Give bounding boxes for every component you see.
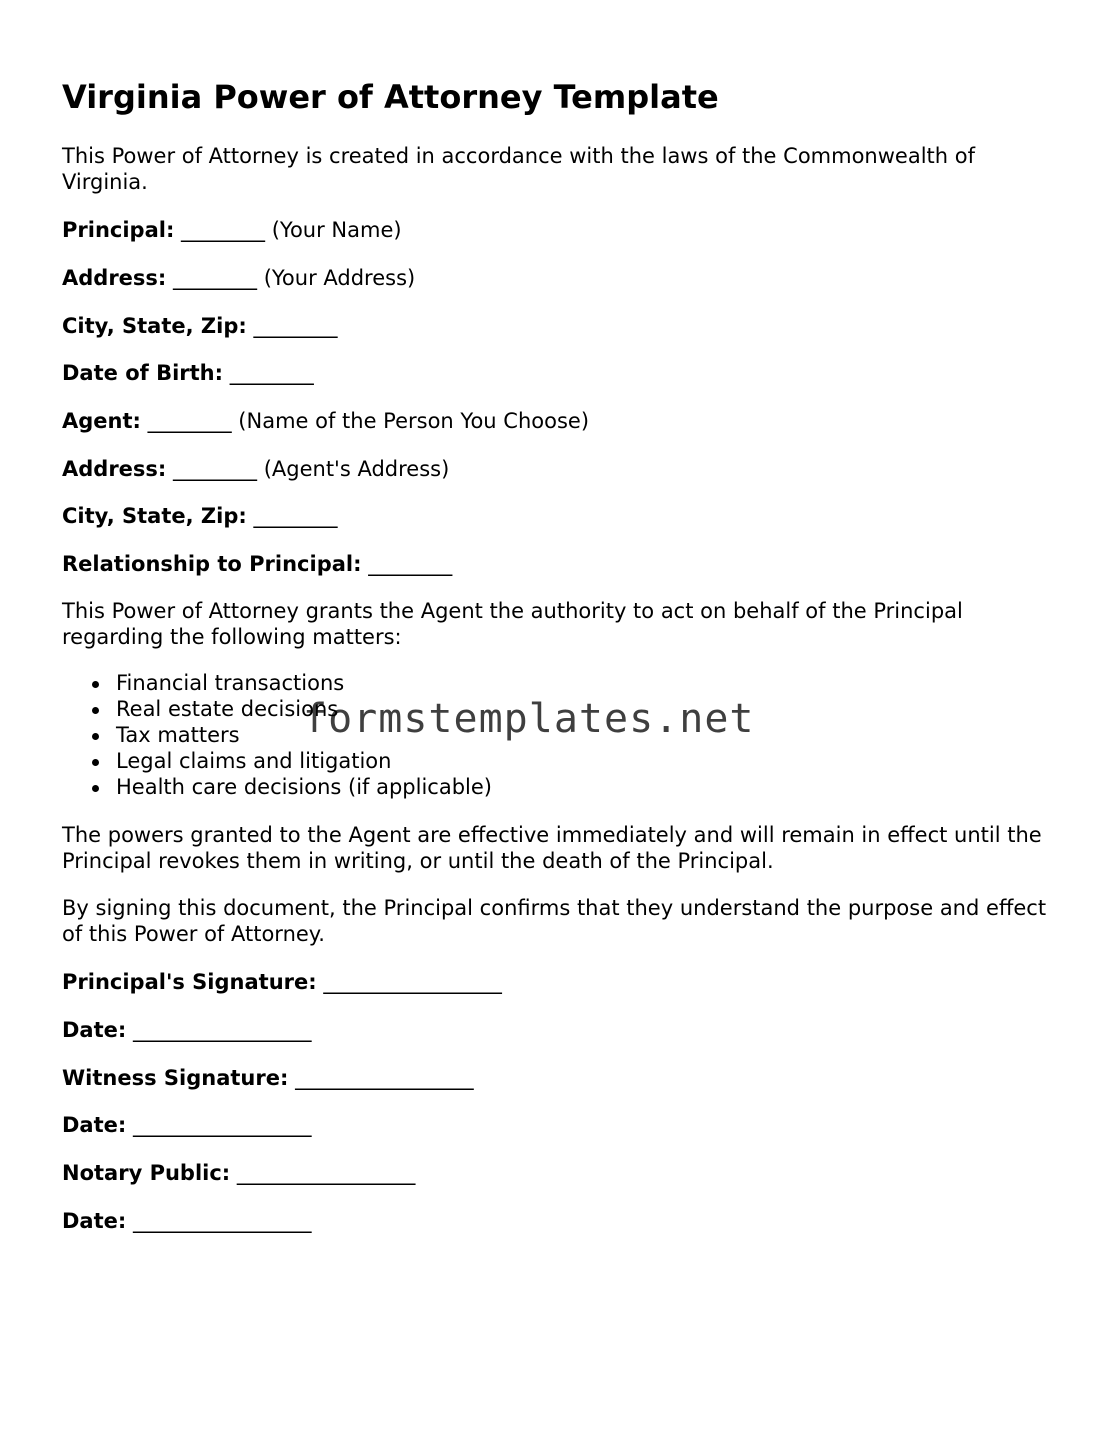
principal-date-line xyxy=(62,1017,311,1043)
field-hint: (Agent's Address) xyxy=(263,457,450,481)
bullet-icon xyxy=(92,759,99,766)
notary-public-line xyxy=(62,1160,415,1186)
field-blank: _________________ xyxy=(295,1066,474,1090)
field-principal-address xyxy=(62,265,415,291)
field-label: Date of Birth: xyxy=(62,361,224,385)
field-label: Witness Signature: xyxy=(62,1066,289,1090)
field-label: Agent: xyxy=(62,409,141,433)
page-title: Virginia Power of Attorney Template xyxy=(62,78,719,116)
field-blank: ________ xyxy=(181,218,266,242)
field-principal-name xyxy=(62,217,402,243)
field-blank: _________________ xyxy=(132,1018,312,1042)
bullet-icon xyxy=(92,785,99,792)
field-label: Date: xyxy=(62,1113,127,1137)
field-agent-address xyxy=(62,456,449,482)
list-item xyxy=(62,774,492,800)
field-label: Address: xyxy=(62,457,167,481)
field-blank: ________ xyxy=(253,314,338,338)
bullet-icon xyxy=(92,733,99,740)
list-item xyxy=(62,748,492,774)
field-blank: ________ xyxy=(368,552,453,576)
field-label: Principal: xyxy=(62,218,175,242)
field-hint: (Your Address) xyxy=(263,266,416,290)
field-hint: (Your Name) xyxy=(271,218,402,242)
notary-date-line xyxy=(62,1208,311,1234)
field-agent-name xyxy=(62,408,589,434)
field-blank: ________ xyxy=(173,457,258,481)
principal-signature-line xyxy=(62,969,502,995)
field-blank: _________________ xyxy=(323,970,502,994)
bullet-icon xyxy=(92,681,99,688)
intro-paragraph: This Power of Attorney is created in accordance with the laws of the Commonwealth of Virginia. xyxy=(62,144,975,194)
field-label: Notary Public: xyxy=(62,1161,231,1185)
list-item xyxy=(62,670,492,696)
field-relationship xyxy=(62,551,452,577)
field-agent-city-state-zip xyxy=(62,503,337,529)
list-item-text: Tax matters xyxy=(116,723,240,747)
bullet-icon xyxy=(92,707,99,714)
watermark: formstemplates.net xyxy=(303,696,755,742)
field-label: City, State, Zip: xyxy=(62,504,247,528)
field-blank: _________________ xyxy=(236,1161,416,1185)
field-label: Address: xyxy=(62,266,167,290)
field-blank: ________ xyxy=(253,504,338,528)
field-label: Principal's Signature: xyxy=(62,970,317,994)
field-date-of-birth xyxy=(62,360,314,386)
field-label: Date: xyxy=(62,1018,127,1042)
field-blank: ________ xyxy=(229,361,314,385)
effect-paragraph: The powers granted to the Agent are effective immediately and will remain in effect until the Principal revokes them in writing, or until the death of the Principal. xyxy=(62,823,1042,873)
grant-paragraph: This Power of Attorney grants the Agent the authority to act on behalf of the Principal regarding the following matters: xyxy=(62,599,963,649)
witness-signature-line xyxy=(62,1065,474,1091)
field-hint: (Name of the Person You Choose) xyxy=(238,409,590,433)
list-item-text: Real estate decisions xyxy=(116,697,339,721)
field-label: Date: xyxy=(62,1209,127,1233)
field-blank: _________________ xyxy=(132,1113,312,1137)
list-item-text: Financial transactions xyxy=(116,671,345,695)
list-item-text: Legal claims and litigation xyxy=(116,749,392,773)
field-blank: ________ xyxy=(173,266,258,290)
witness-date-line xyxy=(62,1112,311,1138)
field-blank: ________ xyxy=(147,409,232,433)
field-label: City, State, Zip: xyxy=(62,314,247,338)
confirm-paragraph: By signing this document, the Principal confirms that they understand the purpose and effect of this Power of Attorney. xyxy=(62,896,1047,946)
field-principal-city-state-zip xyxy=(62,313,337,339)
list-item-text: Health care decisions (if applicable) xyxy=(116,775,492,799)
field-blank: _________________ xyxy=(132,1209,312,1233)
field-label: Relationship to Principal: xyxy=(62,552,362,576)
